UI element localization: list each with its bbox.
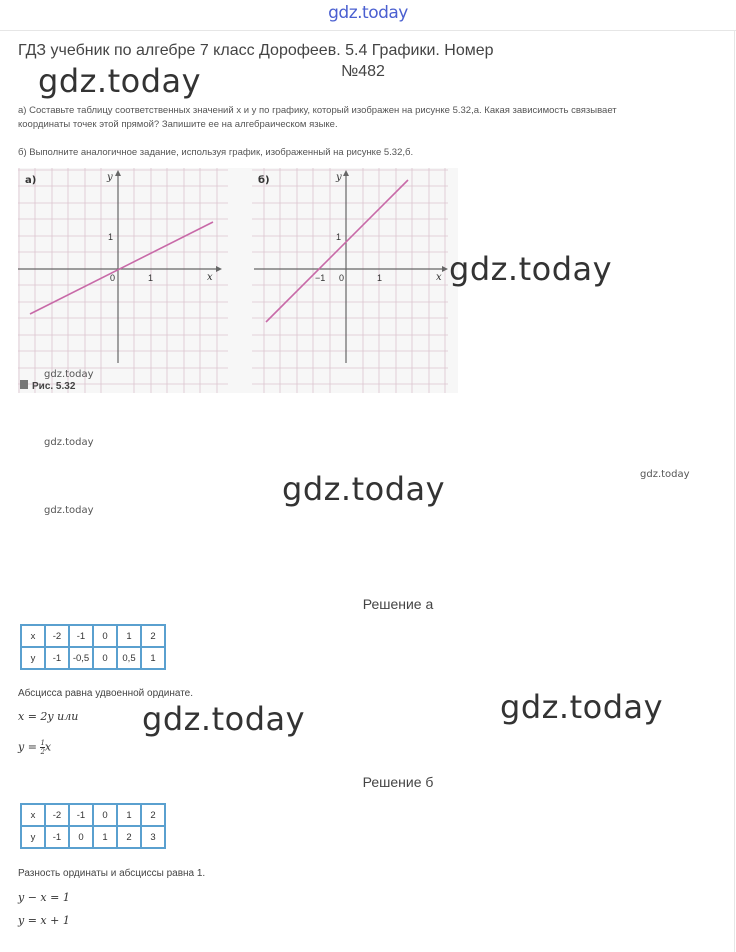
table-cell: -1	[45, 647, 69, 669]
watermark-small: gdz.today	[44, 369, 94, 380]
graph-a-origin: 0	[110, 273, 116, 283]
graph-b-y-label: y	[336, 172, 342, 183]
watermark: gdz.today	[449, 250, 613, 288]
graph-b-label: б)	[258, 175, 270, 186]
watermark-small: gdz.today	[44, 505, 94, 516]
table-cell: 1	[141, 647, 165, 669]
graph-a-x-label: x	[207, 272, 213, 283]
table-row	[21, 804, 165, 826]
table-cell: 2	[117, 826, 141, 848]
table-cell: 1	[93, 826, 117, 848]
table-cell: -2	[45, 804, 69, 826]
table-cell: y	[21, 826, 45, 848]
title-number: №482	[341, 63, 385, 80]
table-cell: 0	[69, 826, 93, 848]
table-row	[21, 647, 165, 669]
solution-a-note: Абсцисса равна удвоенной ординате.	[18, 688, 194, 699]
table-cell: -2	[45, 625, 69, 647]
solution-b-eq1: y − x = 1	[18, 891, 70, 904]
graph-b-x-tick: 1	[377, 273, 383, 283]
watermark: gdz.today	[282, 470, 446, 508]
graph-b-y-tick: 1	[336, 232, 342, 242]
table-cell: -0,5	[69, 647, 93, 669]
caption-marker	[20, 380, 28, 389]
fraction-num: 1	[40, 739, 45, 747]
solution-b-table	[20, 803, 166, 849]
solution-b-eq2: y = x + 1	[18, 914, 70, 927]
table-cell: 2	[141, 804, 165, 826]
table-cell: y	[21, 647, 45, 669]
graph-a-y-label: y	[107, 172, 113, 183]
task-a-line2: координаты точек этой прямой? Запишите ее на алгебраическом языке.	[18, 119, 338, 130]
solution-a-table	[20, 624, 166, 670]
watermark-small: gdz.today	[44, 437, 94, 448]
watermark-small: gdz.today	[640, 469, 690, 480]
solution-a-eq1: x = 2y или	[18, 710, 79, 723]
graph-a-y-tick: 1	[108, 232, 114, 242]
solution-b-heading: Решение б	[362, 774, 434, 790]
table-row	[21, 826, 165, 848]
table-cell: 0	[93, 647, 117, 669]
graph-b-x-label: x	[436, 272, 442, 283]
solution-a-eq2	[18, 739, 51, 756]
graph-a-x-tick: 1	[148, 273, 154, 283]
right-border	[734, 30, 735, 952]
table-cell: -1	[69, 625, 93, 647]
graph-b-origin: 0	[339, 273, 345, 283]
table-cell: -1	[69, 804, 93, 826]
graph-b-x-neg-tick: −1	[315, 273, 326, 283]
table-row	[21, 625, 165, 647]
watermark: gdz.today	[500, 688, 664, 726]
watermark: gdz.today	[38, 62, 202, 100]
solution-b-note: Разность ординаты и абсциссы равна 1.	[18, 868, 206, 879]
eq2-right: x	[44, 740, 52, 754]
eq2-left: y =	[18, 740, 37, 754]
site-logo[interactable]: gdz.today	[328, 3, 408, 23]
table-cell: 1	[117, 625, 141, 647]
fraction-den: 2	[40, 748, 45, 756]
title-line-1: ГДЗ учебник по алгебре 7 класс Дорофеев. 5.4 Графики. Номер	[18, 42, 494, 59]
table-cell: -1	[45, 826, 69, 848]
table-cell: 0,5	[117, 647, 141, 669]
header-divider	[0, 30, 736, 31]
table-cell: 1	[117, 804, 141, 826]
figure-caption: Рис. 5.32	[32, 381, 76, 392]
table-cell: 3	[141, 826, 165, 848]
table-cell: x	[21, 804, 45, 826]
figure-graphs	[18, 168, 458, 393]
table-cell: x	[21, 625, 45, 647]
graph-a-label: а)	[25, 175, 37, 186]
solution-a-heading: Решение а	[362, 596, 434, 612]
task-a-line1: а) Составьте таблицу соответственных значений x и y по графику, который изображен на рисунке 5.32,а. Какая зависимость связывает	[18, 105, 617, 116]
table-cell: 0	[93, 804, 117, 826]
watermark: gdz.today	[142, 700, 306, 738]
task-b: б) Выполните аналогичное задание, используя график, изображенный на рисунке 5.32,б.	[18, 147, 414, 158]
task-a	[18, 104, 728, 132]
table-cell: 2	[141, 625, 165, 647]
table-cell: 0	[93, 625, 117, 647]
